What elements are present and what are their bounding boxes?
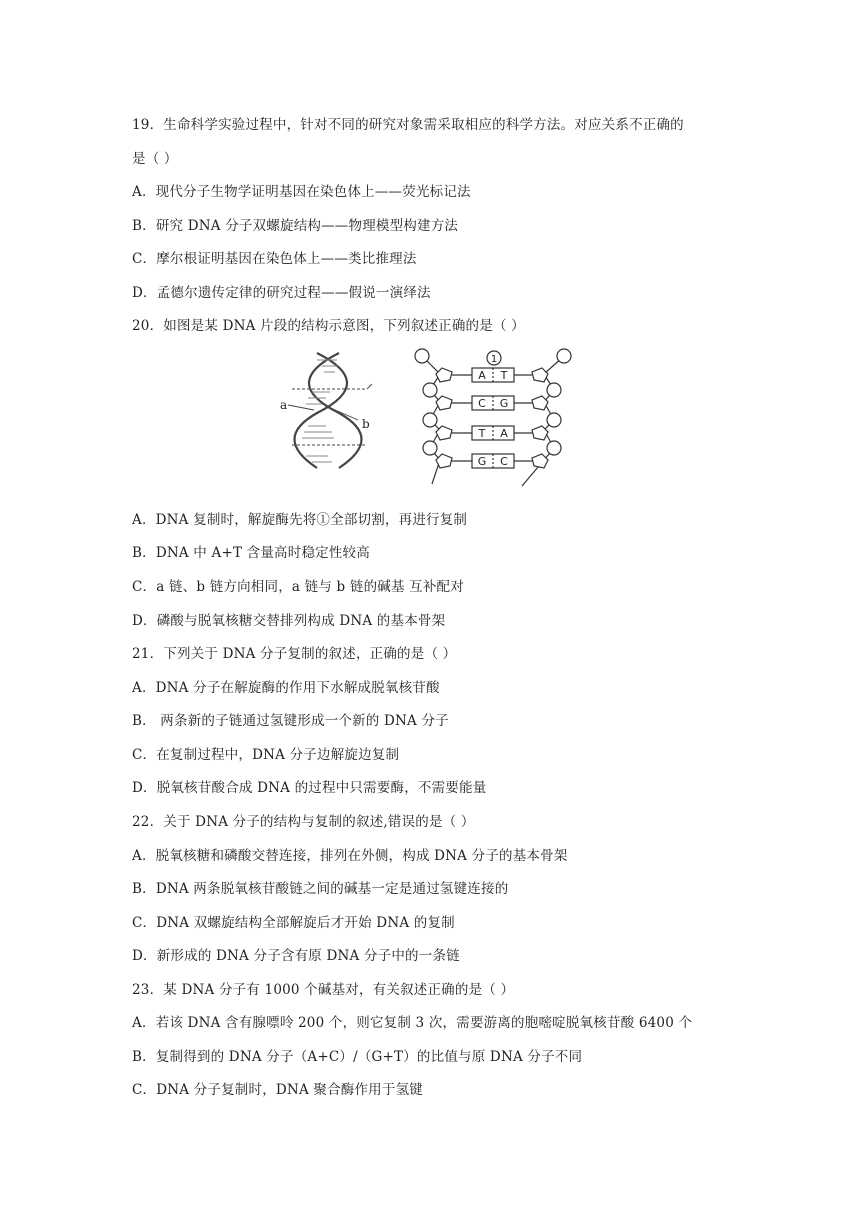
q23-option-a: A．若该 DNA 含有腺嘌呤 200 个，则它复制 3 次，需要游离的胞嘧啶脱氧核苷酸 6400 个 [132,1015,693,1031]
q23-stem: 23．某 DNA 分子有 1000 个碱基对，有关叙述正确的是（ ） [132,982,515,998]
q19-option-d: D．孟德尔遗传定律的研究过程——假说一演绎法 [132,285,431,301]
q22-option-b: B．DNA 两条脱氧核苷酸链之间的碱基一定是通过氢键连接的 [132,881,509,897]
q23-option-c: C．DNA 分子复制时，DNA 聚合酶作用于氢键 [132,1082,423,1098]
base-pair-1-left: A [478,369,486,382]
label-1: 1 [490,354,498,365]
dna-structure-figure [282,348,572,492]
q20-option-a: A．DNA 复制时，解旋酶先将①全部切割，再进行复制 [132,512,468,528]
q22-option-a: A．脱氧核糖和磷酸交替连接，排列在外侧，构成 DNA 分子的基本骨架 [132,848,568,864]
q21-option-b: B． 两条新的子链通过氢键形成一个新的 DNA 分子 [132,713,449,729]
base-pair-2-right: G [499,397,509,410]
q19-stem-line1: 19．生命科学实验过程中，针对不同的研究对象需采取相应的科学方法。对应关系不正确的 [132,117,684,133]
q22-option-c: C．DNA 双螺旋结构全部解旋后才开始 DNA 的复制 [132,915,455,931]
q21-stem: 21．下列关于 DNA 分子复制的叙述，正确的是（ ） [132,646,457,662]
base-pair-2-left: C [478,397,486,410]
base-pair-1-right: T [500,369,508,382]
label-b: b [362,417,370,431]
dna-diagram [282,348,572,488]
ladder-structure [415,349,571,486]
label-a: a [280,398,288,412]
q19-stem-line2: 是（ ） [132,151,178,167]
q20-option-d: D．磷酸与脱氧核糖交替排列构成 DNA 的基本骨架 [132,613,446,629]
base-pair-4-right: C [500,455,508,468]
q23-option-b: B．复制得到的 DNA 分子（A+C）/（G+T）的比值与原 DNA 分子不同 [132,1049,583,1065]
q21-option-a: A．DNA 分子在解旋酶的作用下水解成脱氧核苷酸 [132,680,440,696]
q20-option-b: B．DNA 中 A+T 含量高时稳定性较高 [132,545,370,561]
q22-option-d: D．新形成的 DNA 分子含有原 DNA 分子中的一条链 [132,948,460,964]
q20-option-c: C．a 链、b 链方向相同，a 链与 b 链的碱基 互补配对 [132,579,464,595]
q19-option-c: C．摩尔根证明基因在染色体上——类比推理法 [132,251,417,267]
base-pair-3-left: T [478,427,486,440]
q22-stem: 22．关于 DNA 分子的结构与复制的叙述,错误的是（ ） [132,814,475,830]
base-pair-4-left: G [477,455,487,468]
base-pair-3-right: A [500,427,508,440]
q19-option-b: B．研究 DNA 分子双螺旋结构——物理模型构建方法 [132,218,459,234]
q19-option-a: A．现代分子生物学证明基因在染色体上——荧光标记法 [132,184,471,200]
double-helix [288,353,372,468]
q21-option-c: C．在复制过程中，DNA 分子边解旋边复制 [132,747,400,763]
q20-stem: 20．如图是某 DNA 片段的结构示意图，下列叙述正确的是（ ） [132,318,525,334]
q21-option-d: D．脱氧核苷酸合成 DNA 的过程中只需要酶，不需要能量 [132,780,487,796]
